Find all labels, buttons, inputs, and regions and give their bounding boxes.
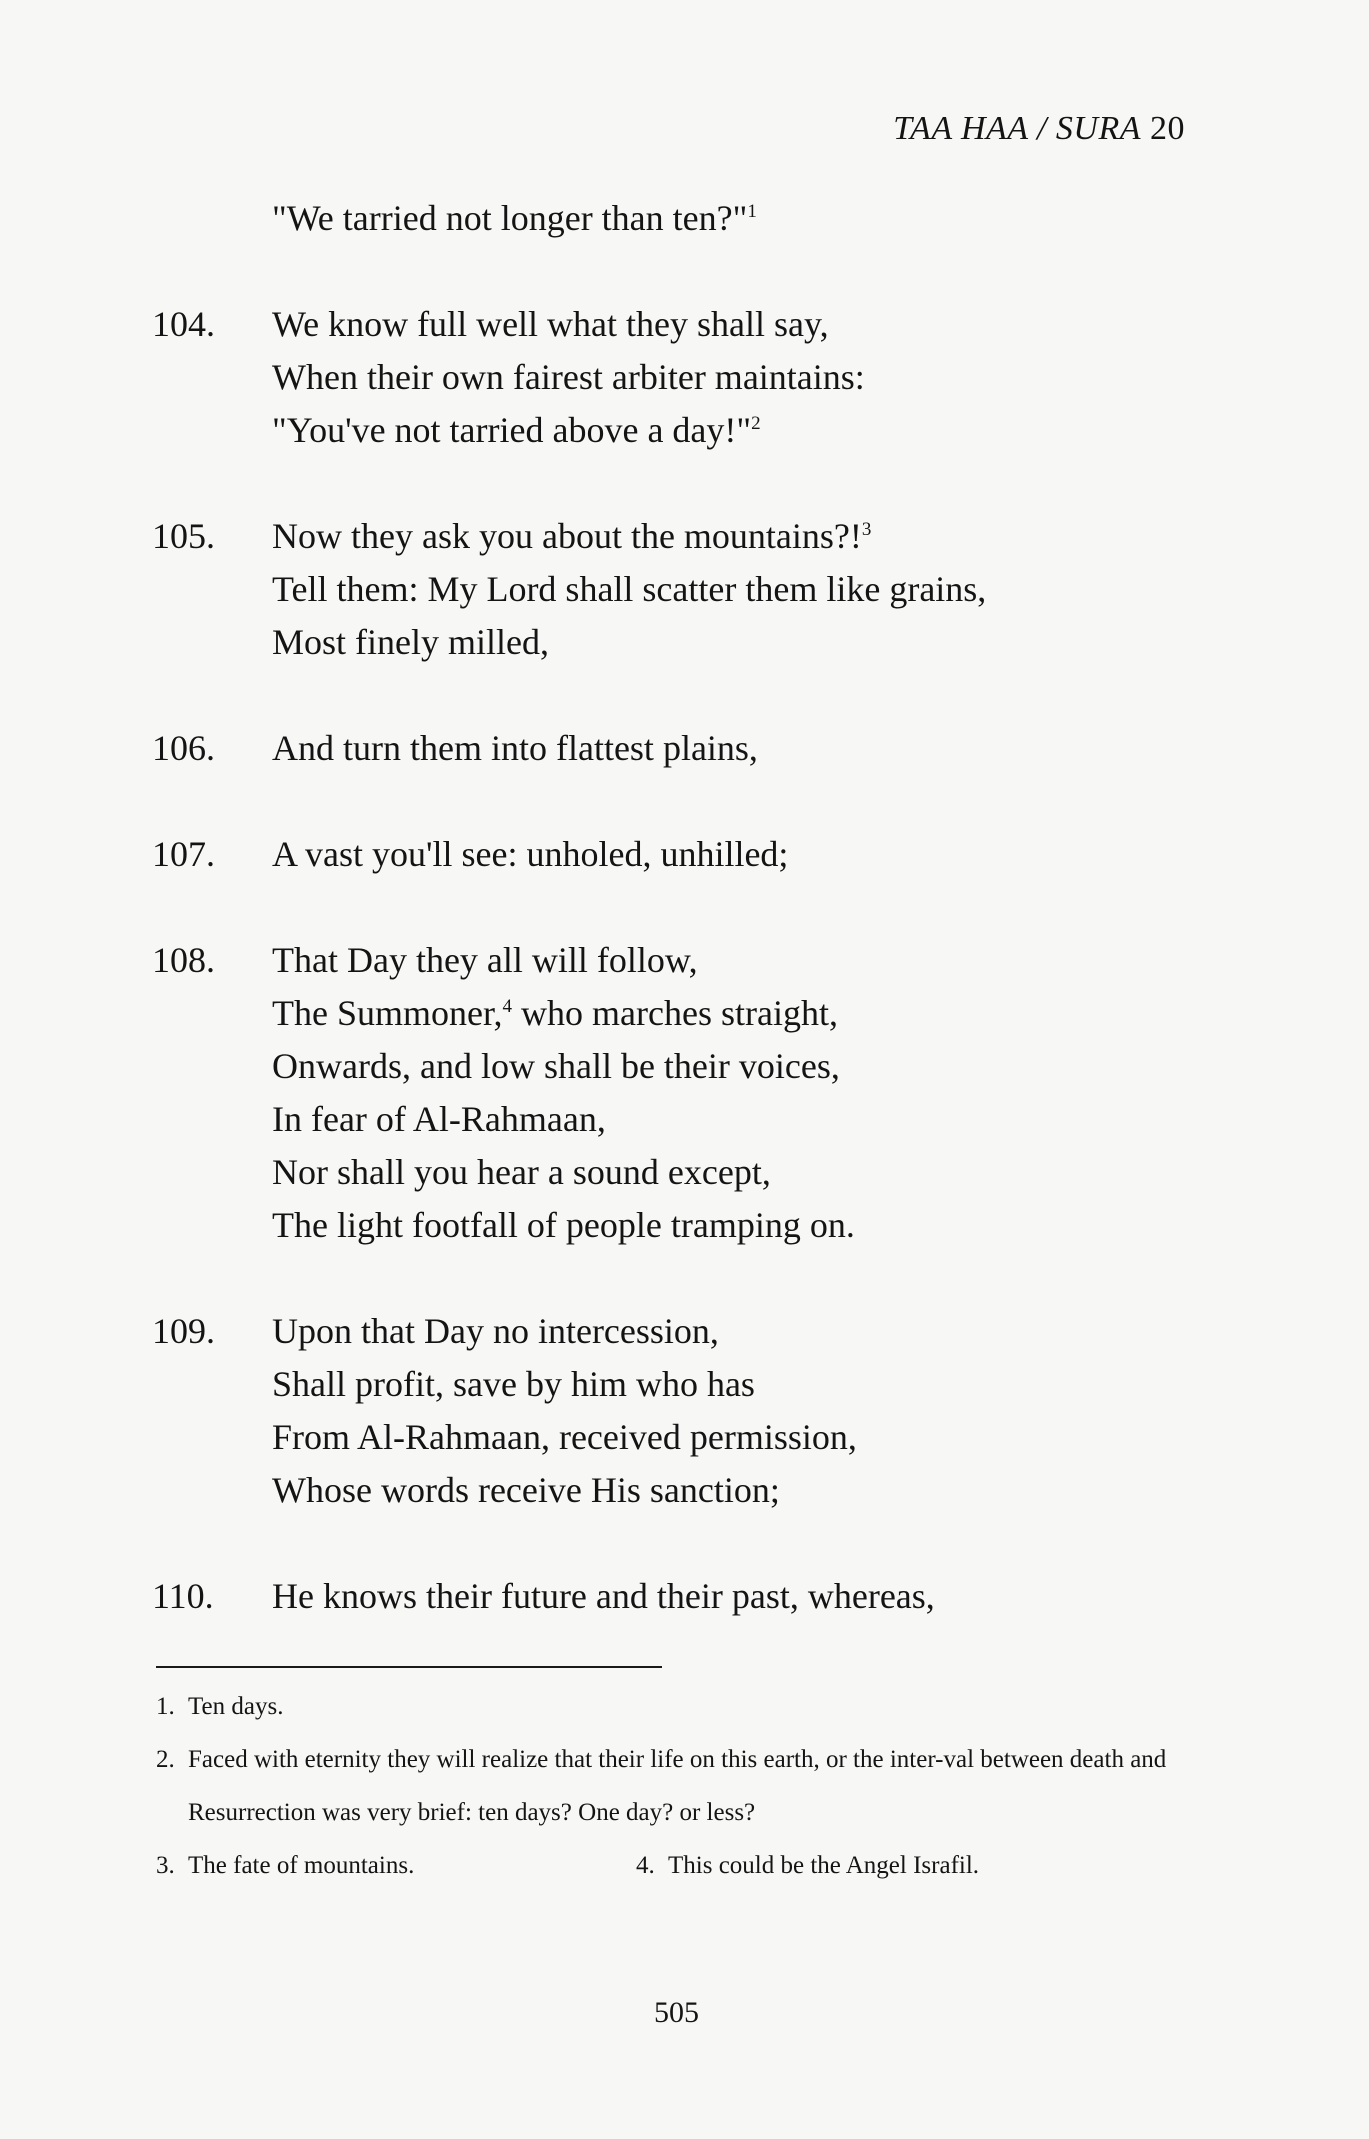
footnote-1 <box>156 1680 1176 1733</box>
running-head-title: TAA HAA / SURA <box>893 110 1141 147</box>
footnote-3 <box>156 1839 636 1892</box>
verse-number: 104. <box>152 304 215 344</box>
page-number-text: 505 <box>654 1996 699 2029</box>
verse-line: Upon that Day no intercession, <box>272 1311 719 1351</box>
footnote-ref: 4 <box>502 996 513 1017</box>
footnote-row <box>156 1839 1176 1892</box>
verse-105 <box>152 510 1192 669</box>
verse-continuation <box>152 192 1192 245</box>
footnote-number: 1. <box>156 1693 175 1720</box>
verse-line: "You've not tarried above a day!"$^2$ <box>272 410 761 450</box>
footnote-4 <box>636 1839 979 1892</box>
verse-body <box>152 192 1192 1676</box>
verse-109 <box>152 1305 1192 1517</box>
footnote-2 <box>156 1733 1176 1839</box>
verse-line: A vast you'll see: unholed, unhilled; <box>272 834 789 874</box>
verse-line: The light footfall of people tramping on. <box>272 1205 855 1245</box>
footnote-number: 2. <box>156 1746 175 1773</box>
verse-line: "We tarried not longer than ten?"$^1$ <box>272 198 757 238</box>
verse-line: We know full well what they shall say, <box>272 304 829 344</box>
footnote-ref: 3 <box>861 519 872 540</box>
verse-107 <box>152 828 1192 881</box>
verse-line: Nor shall you hear a sound except, <box>272 1152 771 1192</box>
verse-number: 105. <box>152 516 215 556</box>
verse-line: In fear of Al-Rahmaan, <box>272 1099 606 1139</box>
verse-line: When their own fairest arbiter maintains: <box>272 357 865 397</box>
running-head-sura-number: 20 <box>1150 110 1185 147</box>
footnotes <box>156 1680 1176 1892</box>
verse-line: Most finely milled, <box>272 622 549 662</box>
footnote-divider <box>156 1666 662 1668</box>
verse-line: Whose words receive His sanction; <box>272 1470 780 1510</box>
verse-line: Now they ask you about the mountains?!$^3$ <box>272 516 872 556</box>
verse-number: 109. <box>152 1311 215 1351</box>
verse-number: 108. <box>152 940 215 980</box>
footnote-text: Ten days. <box>188 1693 284 1720</box>
footnote-text: Faced with eternity they will realize that their life on this earth, or the inter-val between death and Resurrection was very brief: ten days? One day? or less? <box>188 1746 1167 1826</box>
footnote-text: This could be the Angel Israfil. <box>668 1852 980 1879</box>
verse-number: 110. <box>152 1576 214 1616</box>
verse-110 <box>152 1570 1192 1623</box>
verse-line: Onwards, and low shall be their voices, <box>272 1046 840 1086</box>
verse-number: 106. <box>152 728 215 768</box>
verse-line: The Summoner,$^4$ who marches straight, <box>272 993 838 1033</box>
footnote-text: The fate of mountains. <box>188 1852 415 1879</box>
verse-104 <box>152 298 1192 457</box>
verse-number: 107. <box>152 834 215 874</box>
verse-line: Tell them: My Lord shall scatter them like grains, <box>272 569 987 609</box>
verse-108 <box>152 934 1192 1252</box>
verse-line: He knows their future and their past, whereas, <box>272 1576 935 1616</box>
footnote-number: 3. <box>156 1852 175 1879</box>
verse-number-blank <box>152 192 272 245</box>
verse-line: From Al-Rahmaan, received permission, <box>272 1417 857 1457</box>
verse-106 <box>152 722 1192 775</box>
page-number <box>0 1996 1369 2030</box>
verse-line: That Day they all will follow, <box>272 940 698 980</box>
running-head <box>893 110 1185 148</box>
verse-line: Shall profit, save by him who has <box>272 1364 755 1404</box>
footnote-ref: 2 <box>751 413 761 434</box>
footnote-number: 4. <box>636 1852 655 1879</box>
footnote-ref: 1 <box>747 201 757 222</box>
verse-line: And turn them into flattest plains, <box>272 728 758 768</box>
